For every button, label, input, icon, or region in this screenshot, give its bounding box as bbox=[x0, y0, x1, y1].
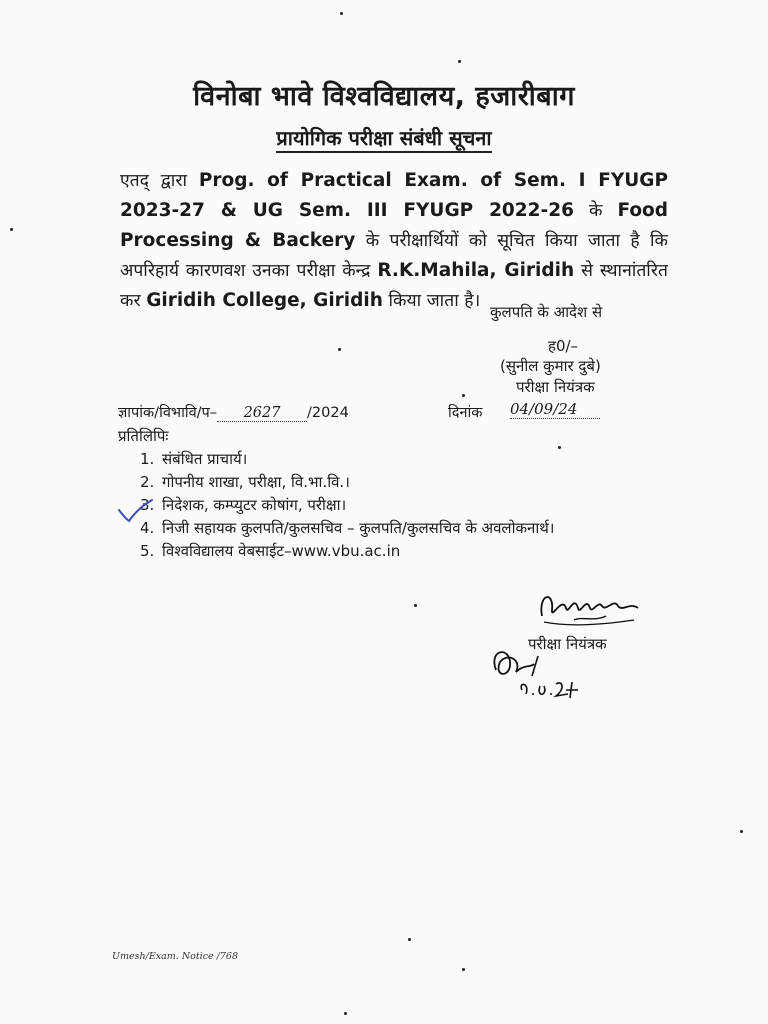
speck bbox=[414, 604, 417, 607]
notice-programme: Prog. of Practical Exam. of Sem. I FYUGP 2023-27 & UG Sem. III FYUGP 2022-26 bbox=[120, 170, 668, 221]
speck bbox=[458, 60, 461, 63]
speck bbox=[344, 1012, 347, 1015]
speck bbox=[10, 228, 13, 231]
notice-subject-text: प्रायोगिक परीक्षा संबंधी सूचना bbox=[276, 126, 491, 153]
date-label: दिनांक bbox=[448, 405, 483, 421]
date-value: 04/09/24 bbox=[510, 400, 600, 419]
initials-icon bbox=[486, 642, 586, 704]
memo-year: /2024 bbox=[307, 405, 349, 421]
notice-lead: एतद् द्वारा bbox=[120, 171, 188, 191]
copy-item bbox=[140, 517, 620, 540]
copy-item-number: 1. bbox=[140, 450, 155, 468]
copy-item-text: विश्वविद्यालय वेबसाईट–www.vbu.ac.in bbox=[162, 542, 401, 560]
notice-body bbox=[120, 166, 668, 316]
controller-name: (सुनील कुमार दुबे) bbox=[500, 357, 601, 375]
copy-item-number: 2. bbox=[140, 473, 155, 491]
speck bbox=[462, 968, 465, 971]
notice-shift: से स्थानांतरित कर bbox=[120, 261, 668, 311]
copy-item bbox=[140, 494, 620, 517]
memo-line bbox=[118, 402, 638, 422]
by-order-text: कुलपति के आदेश से bbox=[490, 303, 603, 321]
speck bbox=[338, 348, 341, 351]
copy-item bbox=[140, 540, 620, 563]
check-mark-icon bbox=[116, 496, 156, 526]
notice-mid: के परीक्षार्थियों को सूचित किया जाता है कि अपरिहार्य कारणवश उनका परीक्षा केन्द्र bbox=[120, 231, 668, 281]
copy-label: प्रतिलिपिः bbox=[118, 427, 169, 445]
copy-item-number: 5. bbox=[140, 542, 155, 560]
speck bbox=[558, 446, 561, 449]
controller-designation: परीक्षा नियंत्रक bbox=[516, 378, 595, 396]
copy-item-text: निजी सहायक कुलपति/कुलसचिव – कुलपति/कुलसचिव के अवलोकनार्थ। bbox=[162, 519, 555, 537]
speck bbox=[462, 394, 465, 397]
old-centre: R.K.Mahila, Giridih bbox=[377, 260, 575, 281]
copy-item-number: 4. bbox=[140, 519, 155, 537]
signature-icon bbox=[534, 586, 649, 634]
copy-item bbox=[140, 471, 620, 494]
signature-designation: परीक्षा नियंत्रक bbox=[528, 635, 607, 653]
footer-reference: Umesh/Exam. Notice /768 bbox=[112, 951, 239, 962]
copy-item bbox=[140, 448, 620, 471]
copy-item-number: 3. bbox=[140, 496, 155, 514]
speck bbox=[408, 938, 411, 941]
university-title: विनोबा भावे विश्वविद्यालय, हजारीबाग bbox=[193, 81, 575, 112]
copy-item-text: गोपनीय शाखा, परीक्षा, वि.भा.वि.। bbox=[162, 473, 350, 491]
memo-number: 2627 bbox=[217, 405, 307, 422]
notice-subject bbox=[0, 124, 768, 151]
speck bbox=[340, 12, 343, 15]
memo-prefix: ज्ञापांक/विभावि/प– bbox=[118, 405, 218, 421]
copy-list bbox=[140, 448, 620, 563]
notice-ke: के bbox=[588, 201, 603, 221]
copy-item-text: निदेशक, कम्प्युटर कोषांग, परीक्षा। bbox=[162, 496, 347, 514]
speck bbox=[740, 830, 743, 833]
signed-abbr: ह0/– bbox=[548, 337, 579, 355]
new-centre: Giridih College, Giridih bbox=[146, 290, 383, 311]
notice-end: किया जाता है। bbox=[388, 291, 481, 311]
notice-subject-name: Food Processing & Backery bbox=[120, 200, 668, 251]
copy-item-text: संबंधित प्राचार्य। bbox=[162, 450, 248, 468]
